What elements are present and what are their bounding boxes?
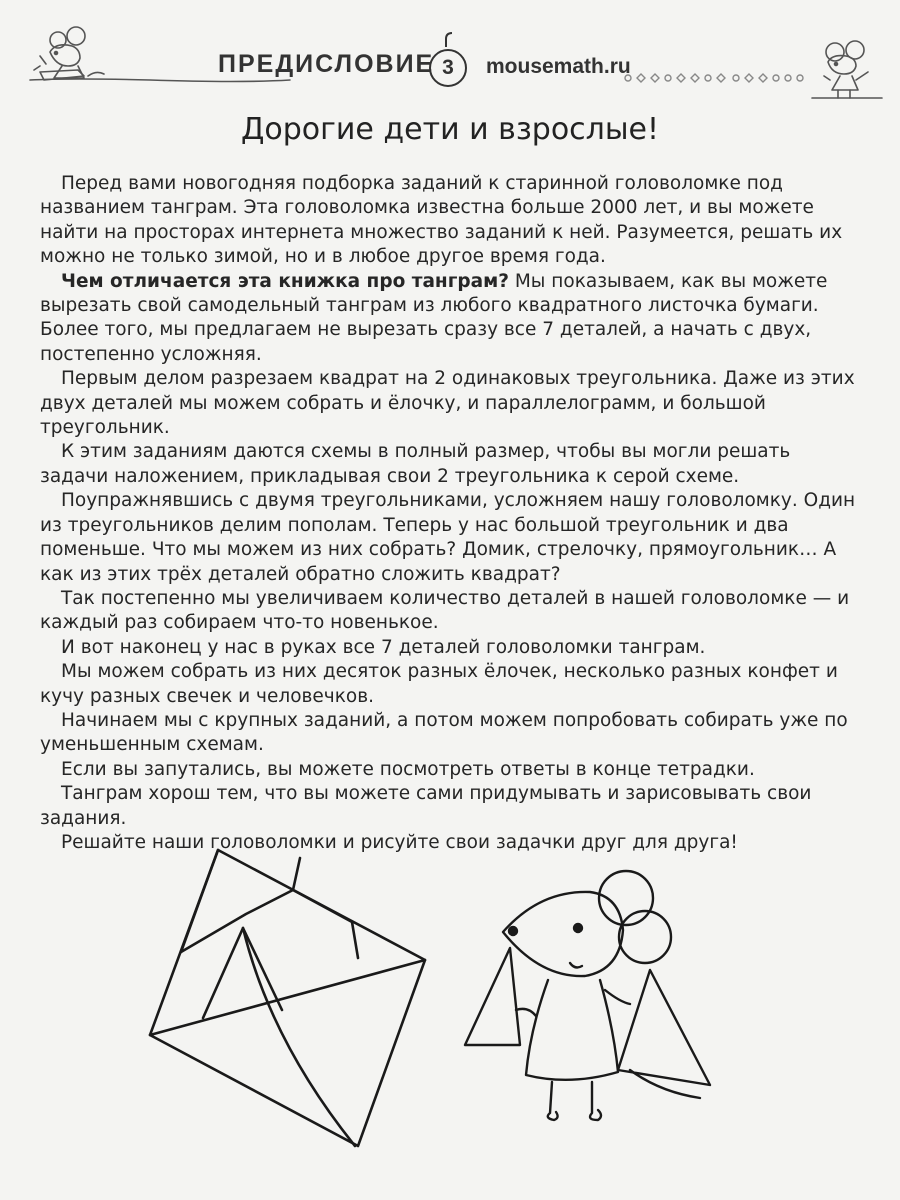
mouse-waving-icon xyxy=(812,41,882,98)
paragraph xyxy=(40,758,862,782)
paragraph xyxy=(40,489,862,587)
website-label: mousemath.ru xyxy=(486,55,631,78)
paragraph-text: Начинаем мы с крупных заданий, а потом можем попробовать собирать уже по уменьшенным схемам. xyxy=(40,709,848,756)
paragraph-text: Танграм хорош тем, что вы можете сами придумывать и зарисовывать свои задания. xyxy=(40,783,812,829)
paragraph-text: Решайте наши головоломки и рисуйте свои задачки друг для друга! xyxy=(61,831,738,853)
page-number: 3 xyxy=(429,49,467,87)
paragraph-text: К этим заданиям даются схемы в полный размер, чтобы вы могли решать задачи наложением, прикладывая свои 2 треугольника к серой схеме. xyxy=(40,441,791,487)
paragraph-text: Так постепенно мы увеличиваем количество деталей в нашей головоломке — и каждый раз собираем что-то новенькое. xyxy=(40,587,850,634)
paragraph xyxy=(40,709,862,758)
paragraph xyxy=(40,367,862,440)
paragraph-text: И вот наконец у нас в руках все 7 деталей головоломки танграм. xyxy=(61,636,706,658)
illustration xyxy=(0,830,900,1200)
paragraph-text: Мы показываем, как вы можете вырезать свой самодельный танграм из любого квадратного листочка бумаги. Более того, мы предлагаем не вырезать сразу все 7 деталей, а начать с двух, постепенно усложняя. xyxy=(40,270,828,365)
paragraph xyxy=(40,172,862,270)
section-title: ПРЕДИСЛОВИЕ xyxy=(218,50,435,78)
mouse-with-triangles-drawing xyxy=(465,871,710,1120)
paragraph xyxy=(40,636,862,660)
tangram-square-drawing xyxy=(150,850,425,1146)
paragraph xyxy=(40,660,862,709)
paragraph xyxy=(40,440,862,489)
body-text xyxy=(40,172,862,855)
paragraph xyxy=(40,782,862,831)
paragraph-text: Если вы запутались, вы можете посмотреть ответы в конце тетрадки. xyxy=(61,758,755,780)
decorative-diamonds xyxy=(625,74,803,82)
page-header xyxy=(0,0,900,110)
paragraph-text: Мы можем собрать из них десяток разных ёлочек, несколько разных конфет и кучу разных свечек и человечков. xyxy=(40,661,838,707)
paragraph xyxy=(40,270,862,368)
paragraph-text: Поупражнявшись с двумя треугольниками, усложняем нашу головоломку. Один из треугольников делим пополам. Теперь у нас большой треугольник и два поменьше. Что мы можем из них собрать? Домик, стрелочку, прямоугольник… А как из этих трёх деталей обратно сложить квадрат? xyxy=(40,490,856,585)
paragraph-text: Перед вами новогодняя подборка заданий к старинной головоломке под названием танграм. Эта головоломка известна больше 2000 лет, и вы можете найти на просторах интернета множество заданий к ней. Разумеется, решать их можно не только зимой, но и в любое другое время года. xyxy=(40,173,843,268)
paragraph xyxy=(40,587,862,636)
page-title: Дорогие дети и взрослые! xyxy=(240,112,660,147)
paragraph-bold-lead: Чем отличается эта книжка про танграм? xyxy=(61,270,509,292)
paragraph-text: Первым делом разрезаем квадрат на 2 одинаковых треугольника. Даже из этих двух деталей мы можем собрать и ёлочку, и параллелограмм, и большой треугольник. xyxy=(40,368,855,439)
